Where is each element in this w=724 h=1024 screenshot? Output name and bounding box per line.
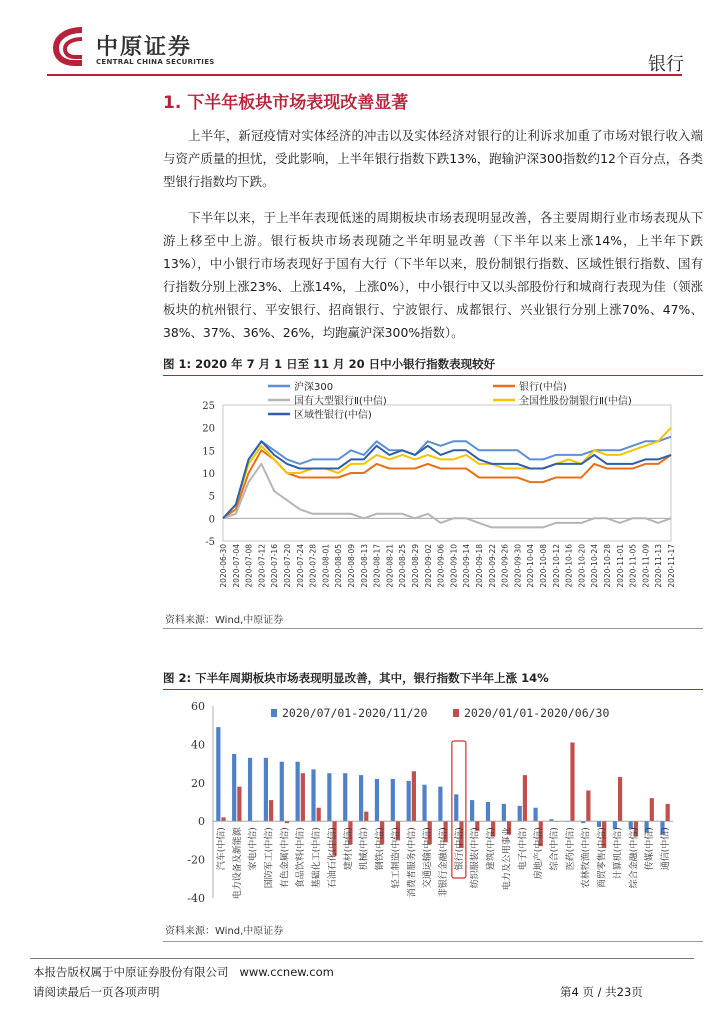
x-tick-label: 2020-08-25 <box>398 544 408 588</box>
y-tick-label: 5 <box>208 491 215 503</box>
bar <box>523 775 527 821</box>
y-tick-label: 40 <box>191 738 205 752</box>
x-tick-label: 2020-09-10 <box>449 544 459 588</box>
x-tick-label: 基础化工(中信) <box>312 827 323 889</box>
x-tick-label: 2020-09-22 <box>487 544 497 588</box>
figure2-source: 资料来源：Wind,中原证券 <box>165 926 284 937</box>
footer-page-number: 第4 页 / 共23页 <box>560 985 643 999</box>
bar <box>221 817 225 821</box>
x-tick-label: 综合(中信) <box>550 827 561 871</box>
bar <box>438 787 442 822</box>
figure1-title: 图 1: 2020 年 7 月 1 日至 11 月 20 日中小银行指数表现较好 <box>163 356 703 376</box>
x-tick-label: 商贸零售(中信) <box>597 827 608 889</box>
bar <box>264 758 268 821</box>
x-tick-label: 2020-11-13 <box>654 544 664 588</box>
y-tick-label: 15 <box>202 446 215 458</box>
x-tick-label: 农林牧渔(中信) <box>581 827 592 889</box>
bar <box>359 775 363 821</box>
x-tick-label: 纺织服装(中信) <box>470 827 481 889</box>
x-tick-label: 2020-07-28 <box>308 544 318 588</box>
bar <box>296 762 300 822</box>
x-tick-label: 2020-07-24 <box>295 544 305 588</box>
x-tick-label: 2020-10-04 <box>526 544 536 588</box>
x-tick-label: 非银行金融(中信) <box>439 827 449 898</box>
y-tick-label: -5 <box>205 537 215 548</box>
bar <box>597 821 601 827</box>
y-tick-label: 20 <box>191 776 205 790</box>
bar <box>650 798 654 821</box>
figure1-line-chart <box>163 378 703 608</box>
x-tick-label: 2020-10-16 <box>564 544 574 588</box>
x-tick-label: 2020-11-01 <box>615 544 625 588</box>
x-tick-label: 国防军工(中信) <box>264 827 275 889</box>
figure1-bottom-rule <box>163 628 703 629</box>
bar <box>216 727 220 821</box>
x-tick-label: 石油石化(中信) <box>327 827 338 889</box>
x-tick-label: 2020-07-12 <box>257 544 267 588</box>
x-tick-label: 汽车(中信) <box>216 827 227 871</box>
legend-label: 沪深300 <box>294 382 334 393</box>
x-tick-label: 传媒(中信) <box>645 827 656 871</box>
figure2-bar-chart <box>163 694 703 918</box>
bar <box>586 790 590 821</box>
bar <box>327 773 331 821</box>
x-tick-label: 2020-09-18 <box>475 544 484 588</box>
x-tick-label: 2020-11-17 <box>667 544 676 588</box>
x-tick-label: 医药(中信) <box>565 827 576 871</box>
x-tick-label: 2020-10-28 <box>603 544 612 588</box>
x-tick-label: 计算机(中信) <box>613 827 624 880</box>
x-tick-label: 2020-11-05 <box>628 544 638 588</box>
x-tick-label: 2020-10-20 <box>577 544 587 588</box>
figure2-title: 图 2: 下半年周期板块市场表现明显改善，其中，银行指数下半年上涨 14% <box>163 670 703 690</box>
x-tick-label: 电力及公用事业 <box>502 827 513 891</box>
legend-label: 2020/01/01-2020/06/30 <box>464 706 610 720</box>
logo-text-cn: 中原证券 <box>96 34 193 60</box>
bar <box>502 804 506 821</box>
x-tick-label: 2020-08-01 <box>321 544 331 588</box>
page-header <box>0 0 724 80</box>
bar <box>454 794 458 821</box>
y-tick-label: 0 <box>208 514 215 526</box>
x-tick-label: 2020-08-17 <box>372 544 382 588</box>
x-tick-label: 银行(中信) <box>454 827 465 871</box>
x-tick-label: 2020-07-20 <box>283 544 292 588</box>
x-tick-label: 2020-09-30 <box>513 544 523 588</box>
x-tick-label: 2020-10-08 <box>539 544 548 588</box>
x-tick-label: 建筑(中信) <box>486 827 497 871</box>
x-tick-label: 2020-08-05 <box>334 544 344 588</box>
bar <box>470 800 474 821</box>
x-tick-label: 2020-08-29 <box>411 544 420 588</box>
bar <box>301 773 305 821</box>
bar <box>407 781 411 821</box>
x-tick-label: 2020-10-24 <box>590 544 600 588</box>
footer-copyright: 本报告版权属于中原证券股份有限公司 www.ccnew.com <box>33 965 334 979</box>
figure2-bottom-rule <box>163 941 703 942</box>
y-tick-label: 10 <box>202 469 215 480</box>
bar <box>391 779 395 821</box>
bar <box>533 808 537 821</box>
x-tick-label: 2020-07-16 <box>270 544 280 588</box>
bar <box>486 802 490 821</box>
x-tick-label: 2020-09-26 <box>500 544 510 588</box>
paragraph-first-half: 上半年，新冠疫情对实体经济的冲击以及实体经济对银行的让利诉求加重了市场对银行收入端与资产质量的担忧，受此影响，上半年银行指数下跌13%，跑输沪深300指数约12个百分点，各类型银行指数均下跌。 <box>163 128 703 189</box>
legend-label: 2020/07/01-2020/11/20 <box>282 706 428 720</box>
central-china-securities-logo-icon <box>52 26 90 66</box>
bar <box>280 762 284 822</box>
x-tick-label: 2020-09-06 <box>436 544 446 588</box>
bar <box>364 812 368 822</box>
legend-label: 银行(中信) <box>519 382 567 393</box>
series-line <box>223 437 671 519</box>
legend-label: 全国性股份制银行Ⅱ(中信) <box>519 396 632 407</box>
x-tick-label: 轻工制造(中信) <box>391 827 402 889</box>
footer-disclaimer-note: 请阅读最后一页各项声明 <box>33 985 160 999</box>
x-tick-label: 2020-09-02 <box>423 544 433 588</box>
header-divider <box>47 74 682 76</box>
y-tick-label: 20 <box>202 423 215 435</box>
x-tick-label: 2020-07-04 <box>231 544 241 588</box>
x-tick-label: 2020-08-09 <box>347 544 356 588</box>
x-tick-label: 家电(中信) <box>248 827 259 871</box>
y-tick-label: -40 <box>187 892 205 905</box>
x-tick-label: 通信(中信) <box>661 827 672 871</box>
section-title: 1. 下半年板块市场表现改善显著 <box>163 93 409 113</box>
legend-swatch <box>271 709 277 717</box>
x-tick-label: 有色金属(中信) <box>280 827 291 889</box>
logo-text-en: CENTRAL CHINA SECURITIES <box>96 58 215 66</box>
sector-label: 银行 <box>648 54 684 75</box>
bar <box>422 785 426 821</box>
x-tick-label: 食品饮料(中信) <box>296 827 307 889</box>
x-tick-label: 机械(中信) <box>359 827 370 871</box>
legend-swatch <box>453 709 459 717</box>
x-tick-label: 消费者服务(中信) <box>407 827 418 898</box>
bar <box>269 800 273 821</box>
footer-divider <box>30 958 694 959</box>
x-tick-label: 房地产(中信) <box>534 827 545 880</box>
bar <box>232 754 236 821</box>
x-tick-label: 建材(中信) <box>343 827 354 871</box>
bar <box>237 787 241 822</box>
figure1-source: 资料来源：Wind,中原证券 <box>165 615 284 626</box>
bar <box>518 806 522 821</box>
x-tick-label: 2020-11-09 <box>641 544 651 588</box>
bar <box>375 779 379 821</box>
x-tick-label: 2020-08-21 <box>385 544 395 588</box>
series-line <box>223 428 671 519</box>
x-tick-label: 2020-08-13 <box>359 544 369 588</box>
bar <box>248 758 252 821</box>
x-tick-label: 钢铁(中信) <box>375 827 386 871</box>
x-tick-label: 电力设备及新能源 <box>232 827 243 900</box>
y-tick-label: -20 <box>187 853 205 867</box>
bar <box>343 773 347 821</box>
x-tick-label: 2020-10-12 <box>551 544 561 588</box>
y-tick-label: 25 <box>202 401 215 412</box>
x-tick-label: 交通运输(中信) <box>423 827 434 889</box>
paragraph-second-half: 下半年以来，于上半年表现低迷的周期板块市场表现明显改善，各主要周期行业市场表现从下游上移至中上游。银行板块市场表现随之半年明显改善（下半年以来上涨14%，上半年下跌13%），中小银行市场表现好于国有大行（下半年以来，股份制银行指数、区域性银行指数、国有行指数分别上涨23%、上涨14%，上涨0%），中小银行中又以头部股份行和城商行表现为佳（领涨板块的杭州银行、平安银行、招商银行、宁波银行、成都银行、兴业银行分别上涨70%、47%、38%、37%、36%、26%，均跑赢沪深300%指数）。 <box>163 210 703 340</box>
legend-label: 国有大型银行Ⅱ(中信) <box>294 396 387 407</box>
y-tick-label: 60 <box>191 700 205 713</box>
bar <box>412 771 416 821</box>
bar <box>666 804 670 821</box>
x-tick-label: 综合金融(中信) <box>629 827 640 889</box>
x-tick-label: 2020-06-30 <box>219 544 228 588</box>
bar <box>618 777 622 821</box>
bar <box>570 742 574 821</box>
x-tick-label: 2020-07-08 <box>244 544 254 588</box>
bar <box>317 808 321 821</box>
x-tick-label: 2020-09-14 <box>462 544 472 588</box>
bar <box>311 769 315 821</box>
y-tick-label: 0 <box>198 815 205 829</box>
legend-label: 区域性银行(中信) <box>294 410 372 421</box>
x-tick-label: 电子(中信) <box>518 827 529 871</box>
